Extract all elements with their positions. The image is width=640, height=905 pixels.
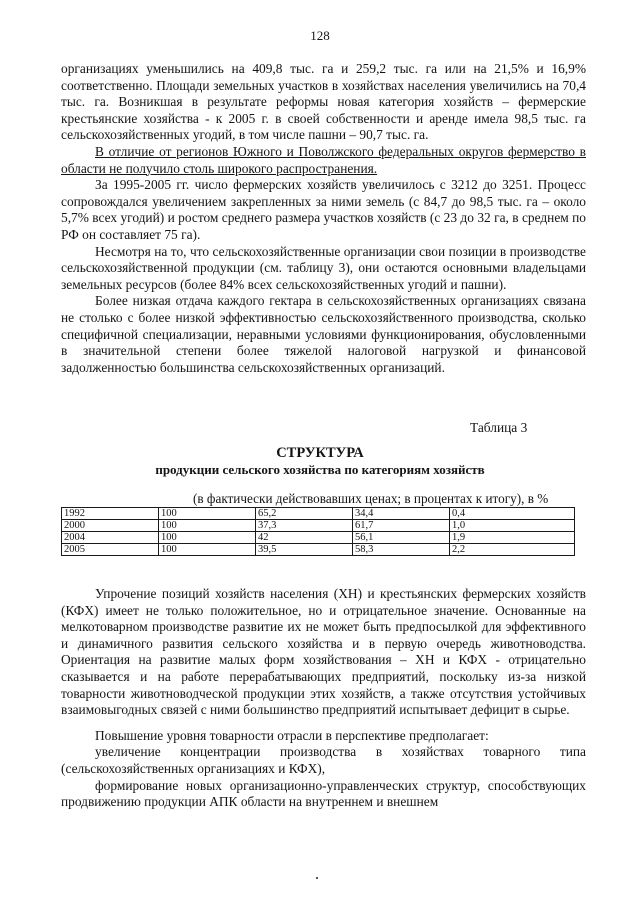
table-cell: 2,2 <box>450 544 575 556</box>
table-row <box>62 544 575 556</box>
table-cell: 58,3 <box>353 544 450 556</box>
table-cell: 39,5 <box>256 544 353 556</box>
table-cell: 37,3 <box>256 520 353 532</box>
table-cell: 1,9 <box>450 532 575 544</box>
table-caption: Таблица 3 <box>470 420 528 435</box>
table-cell: 1992 <box>62 508 159 520</box>
paragraph: Упрочение позиций хозяйств населения (ХН) и крестьянских фермерских хозяйств (КФХ) имеет не только положительное, но и отрицательное значение. Основанные на мелкотоварном производстве развитие их не может быть предпосылкой для эффективного и динамичного развития сельского хозяйства и в первую очередь животноводства. Ориентация на развитие малых форм хозяйствования – ХН и КФХ - отрицательно сказывается и на работе перерабатывающих предприятий, поскольку из-за низкой товарности животноводческой продукции этих хозяйств, а также отсутствия устойчивых взаимовыгодных связей с ними большинство предприятий испытывает дефицит в сырье. <box>61 586 586 718</box>
table-cell: 56,1 <box>353 532 450 544</box>
page-number: 128 <box>310 28 330 43</box>
paragraph-underlined: В отличие от регионов Южного и Поволжского федеральных округов фермерство в области не получило столь широкого распространения. <box>61 143 586 176</box>
scan-speck <box>316 877 318 879</box>
paragraph: организациях уменьшились на 409,8 тыс. га и 259,2 тыс. га или на 21,5% и 16,9% соответственно. Площади земельных участков в хозяйствах населения увеличились на 70,4 тыс. га. Возникшая в результате реформы новая категория хозяйств – фермерские крестьянские хозяйства - к 2005 г. в своей собственности и аренде имела 98,5 тыс. га сельскохозяйственных угодий, в том числе пашни – 90,7 тыс. га. <box>61 61 586 143</box>
list-item: увеличение концентрации производства в хозяйствах товарного типа (сельскохозяйственных организациях и КФХ), <box>61 744 586 776</box>
table-row <box>62 508 575 520</box>
paragraph: Повышение уровня товарности отрасли в перспективе предполагает: <box>95 727 489 743</box>
table-row <box>62 532 575 544</box>
table-cell: 42 <box>256 532 353 544</box>
table-unit-note: (в фактически действовавших ценах; в процентах к итогу), в % <box>193 491 549 506</box>
table-cell: 61,7 <box>353 520 450 532</box>
table-row <box>62 520 575 532</box>
table-cell: 2000 <box>62 520 159 532</box>
table-cell: 2004 <box>62 532 159 544</box>
table-title: СТРУКТУРА <box>276 445 364 461</box>
table-subtitle: продукции сельского хозяйства по категориям хозяйств <box>155 462 485 477</box>
body-text-top <box>61 61 586 376</box>
table-cell: 65,2 <box>256 508 353 520</box>
table-cell: 2005 <box>62 544 159 556</box>
body-text-bottom <box>61 586 586 811</box>
table-cell: 1,0 <box>450 520 575 532</box>
table-cell: 100 <box>159 508 256 520</box>
table-cell: 0,4 <box>450 508 575 520</box>
paragraph: Несмотря на то, что сельскохозяйственные организации свои позиции в производстве сельскохозяйственной продукции (см. таблицу 3), они остаются основными владельцами земельных ресурсов (более 84% всех сельскохозяйственных угодий и пашни). <box>61 243 586 292</box>
paragraph: Более низкая отдача каждого гектара в сельскохозяйственных организациях связана не столько с более низкой эффективностью сельскохозяйственного производства, сколько специфичной специализации, неравными условиями функционирования, обусловленными в значительной степени более тяжелой налоговой нагрузкой и финансовой задолженностью большинства сельскохозяйственных организаций. <box>61 293 586 375</box>
structure-table <box>61 507 575 556</box>
table-cell: 100 <box>159 520 256 532</box>
table-cell: 100 <box>159 544 256 556</box>
table-cell: 34,4 <box>353 508 450 520</box>
paragraph: За 1995-2005 гг. число фермерских хозяйств увеличилось с 3212 до 3251. Процесс сопровождался увеличением закрепленных за ними земель (с 84,7 до 98,5 тыс. га – около 5,7% всех угодий) и ростом среднего размера участков хозяйств (с 23 до 32 га, в среднем по РФ он составляет 75 га). <box>61 177 586 242</box>
table-cell: 100 <box>159 532 256 544</box>
list-item: формирование новых организационно-управленческих структур, способствующих продвижению продукции АПК области на внутреннем и внешнем <box>61 777 586 810</box>
